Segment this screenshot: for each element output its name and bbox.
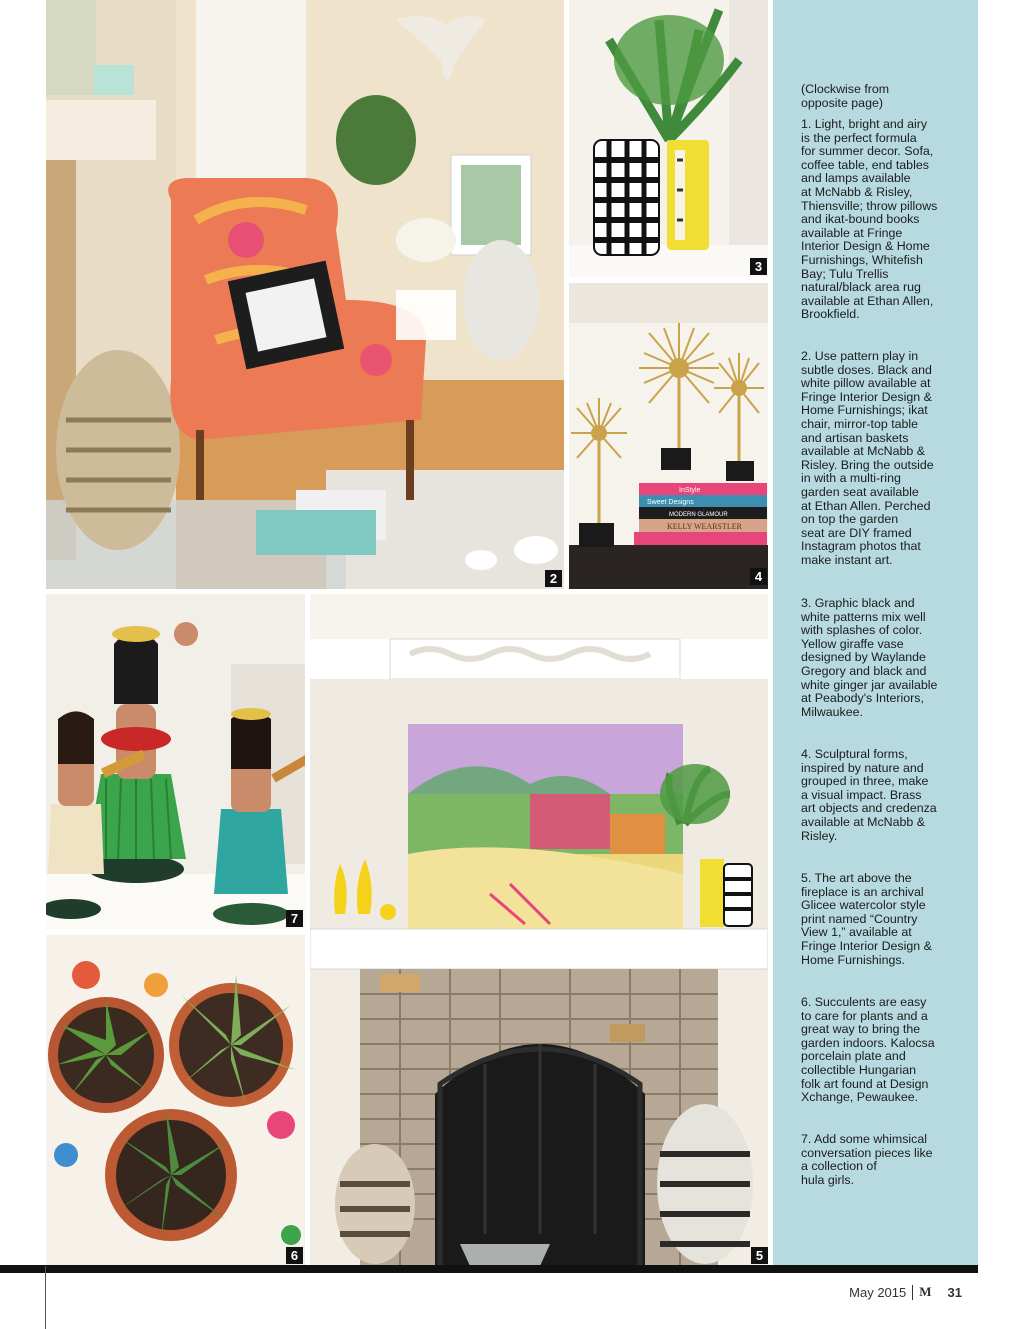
photo-number-4: 4 [750,568,767,585]
photo-vases [569,0,768,277]
caption-intro: (Clockwise from opposite page) [801,82,890,110]
caption-4: 4. Sculptural forms, inspired by nature and grouped in three, make a visual impact. Brass art objects and credenza available at McNabb & Risley. [801,747,937,843]
page-number: 31 [947,1284,962,1300]
magazine-logo: M [919,1284,932,1299]
book-spine-instyle: InStyle [679,487,701,494]
book-spine-modern-glamour: MODERN GLAMOUR [669,512,728,518]
book-spine-sweet-designs: Sweet Designs [647,499,694,506]
caption-6: 6. Succulents are easy to care for plants and a great way to bring the garden indoors. Kalocsa porcelain plate and collectible Hungarian folk art found at Design Xchange, Pewaukee. [801,995,935,1105]
caption-7: 7. Add some whimsical conversation pieces like a collection of hula girls. [801,1132,933,1187]
chair-scene-image [46,0,564,589]
caption-1: 1. Light, bright and airy is the perfect formula for summer decor. Sofa, coffee table, end tables and lamps available at McNabb & Risley, Thiensville; throw pillows and ikat-bound books available at Fringe Interior Design & Home Furnishings, Whitefish Bay; Tulu Trellis natural/black area rug available at Ethan Allen, Brookfield. [801,117,938,322]
fireplace-image [310,594,768,1266]
succulents-image [46,935,305,1266]
footer-rule [0,1265,978,1273]
caption-2: 2. Use pattern play in subtle doses. Black and white pillow available at Fringe Interior Design & Home Furnishings; ikat chair, mirror-top table and artisan baskets available at McNabb & Risley. Bring the outside in with a multi-ring garden seat available at Ethan Allen. Perched on top the garden seat are DIY framed Instagram photos that make instant art. [801,349,934,567]
photo-living-room-chair [46,0,564,589]
photo-brass-sculptures [569,283,768,589]
sculptures-image [569,283,768,589]
photo-fireplace [310,594,768,1266]
page-edge-line [45,1266,46,1329]
caption-3: 3. Graphic black and white patterns mix well with splashes of color. Yellow giraffe vase designed by Waylande Gregory and black and white ginger jar available at Peabody's Interiors, Milwaukee. [801,596,938,719]
photo-number-2: 2 [545,570,562,587]
photo-succulents [46,935,305,1266]
book-spine-kelly-wearstler: KELLY WEARSTLER [667,522,742,531]
hula-girls-image [46,594,305,929]
footer-separator [912,1285,913,1300]
issue-date: May 2015 [849,1284,907,1300]
photo-number-7: 7 [286,910,303,927]
caption-5: 5. The art above the fireplace is an archival Glicee watercolor style print named “Country View 1,” available at Fringe Interior Design & Home Furnishings. [801,871,932,967]
vases-image [569,0,768,277]
page-footer [849,1284,962,1300]
photo-number-6: 6 [286,1247,303,1264]
photo-number-3: 3 [750,258,767,275]
photo-number-5: 5 [751,1247,768,1264]
photo-hula-girls [46,594,305,929]
